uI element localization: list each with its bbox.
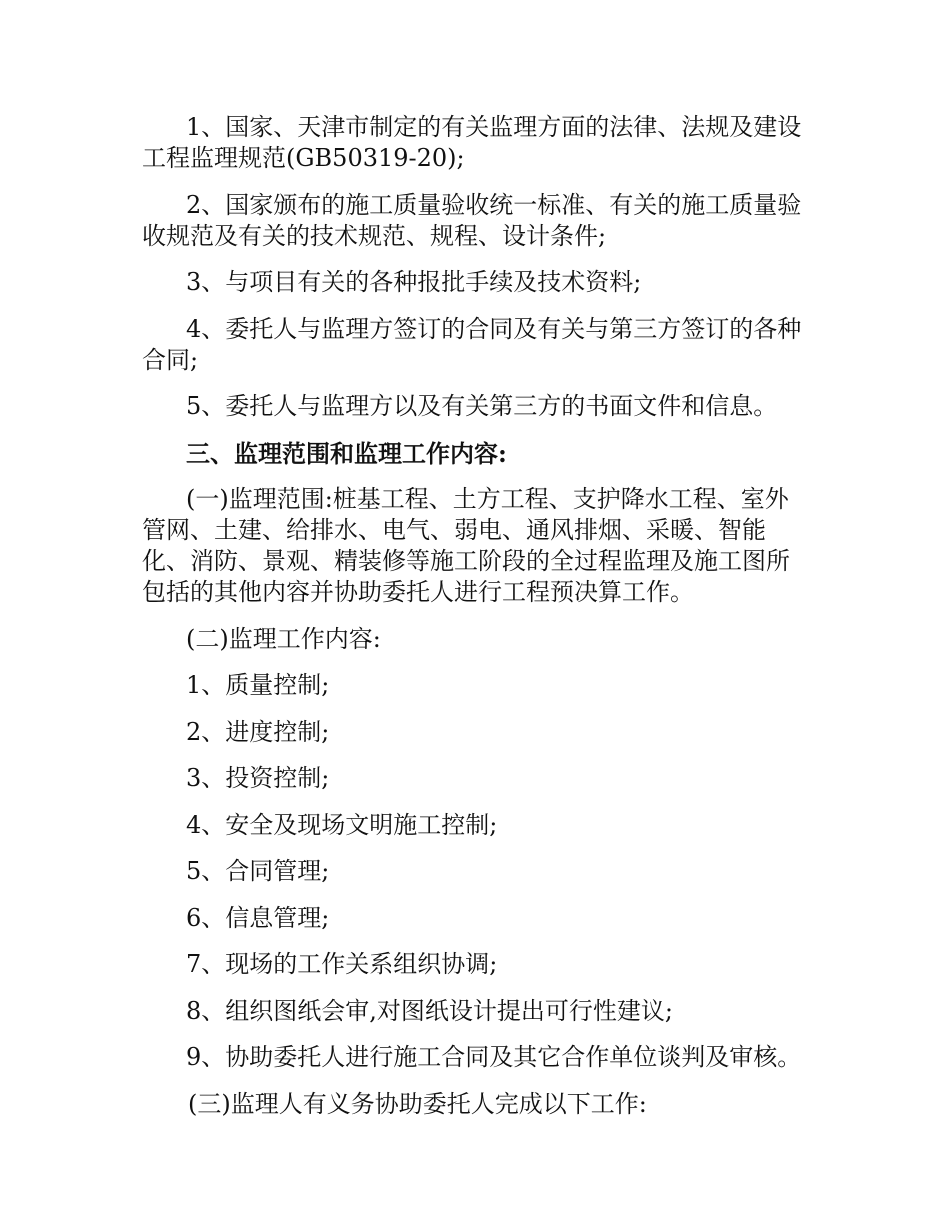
- work-item: 4、安全及现场文明施工控制;: [186, 810, 498, 839]
- work-item: 9、协助委托人进行施工合同及其它合作单位谈判及审核。: [186, 1043, 802, 1071]
- document-page: [142, 112, 812, 1135]
- basis-item: 1、国家、天津市制定的有关监理方面的法律、法规及建设工程监理规范(GB50319-20);: [142, 113, 802, 172]
- obligation-heading: (三)监理人有义务协助委托人完成以下工作:: [188, 1089, 647, 1118]
- work-item: 7、现场的工作关系组织协调;: [186, 950, 498, 978]
- work-item: 8、组织图纸会审,对图纸设计提出可行性建议;: [186, 996, 673, 1025]
- scope-paragraph: (一)监理范围:桩基工程、土方工程、支护降水工程、室外管网、土建、给排水、电气、弱电、通风排烟、采暖、智能化、消防、景观、精装修等施工阶段的全过程监理及施工图所包括的其他内容并协助委托人进行工程预决算工作。: [142, 485, 790, 606]
- work-content-heading: (二)监理工作内容:: [186, 624, 381, 653]
- work-item: 1、质量控制;: [186, 671, 330, 699]
- work-item: 6、信息管理;: [186, 903, 330, 932]
- work-item: 5、合同管理;: [186, 857, 330, 885]
- basis-item: 3、与项目有关的各种报批手续及技术资料;: [186, 268, 642, 296]
- work-item: 2、进度控制;: [186, 717, 330, 746]
- basis-item: 2、国家颁布的施工质量验收统一标准、有关的施工质量验收规范及有关的技术规范、规程、设计条件;: [142, 190, 802, 250]
- basis-item: 4、委托人与监理方签订的合同及有关与第三方签订的各种合同;: [142, 314, 802, 374]
- section-heading: 三、监理范围和监理工作内容:: [186, 438, 507, 468]
- work-item: 3、投资控制;: [186, 764, 330, 792]
- basis-item: 5、委托人与监理方以及有关第三方的书面文件和信息。: [186, 392, 778, 420]
